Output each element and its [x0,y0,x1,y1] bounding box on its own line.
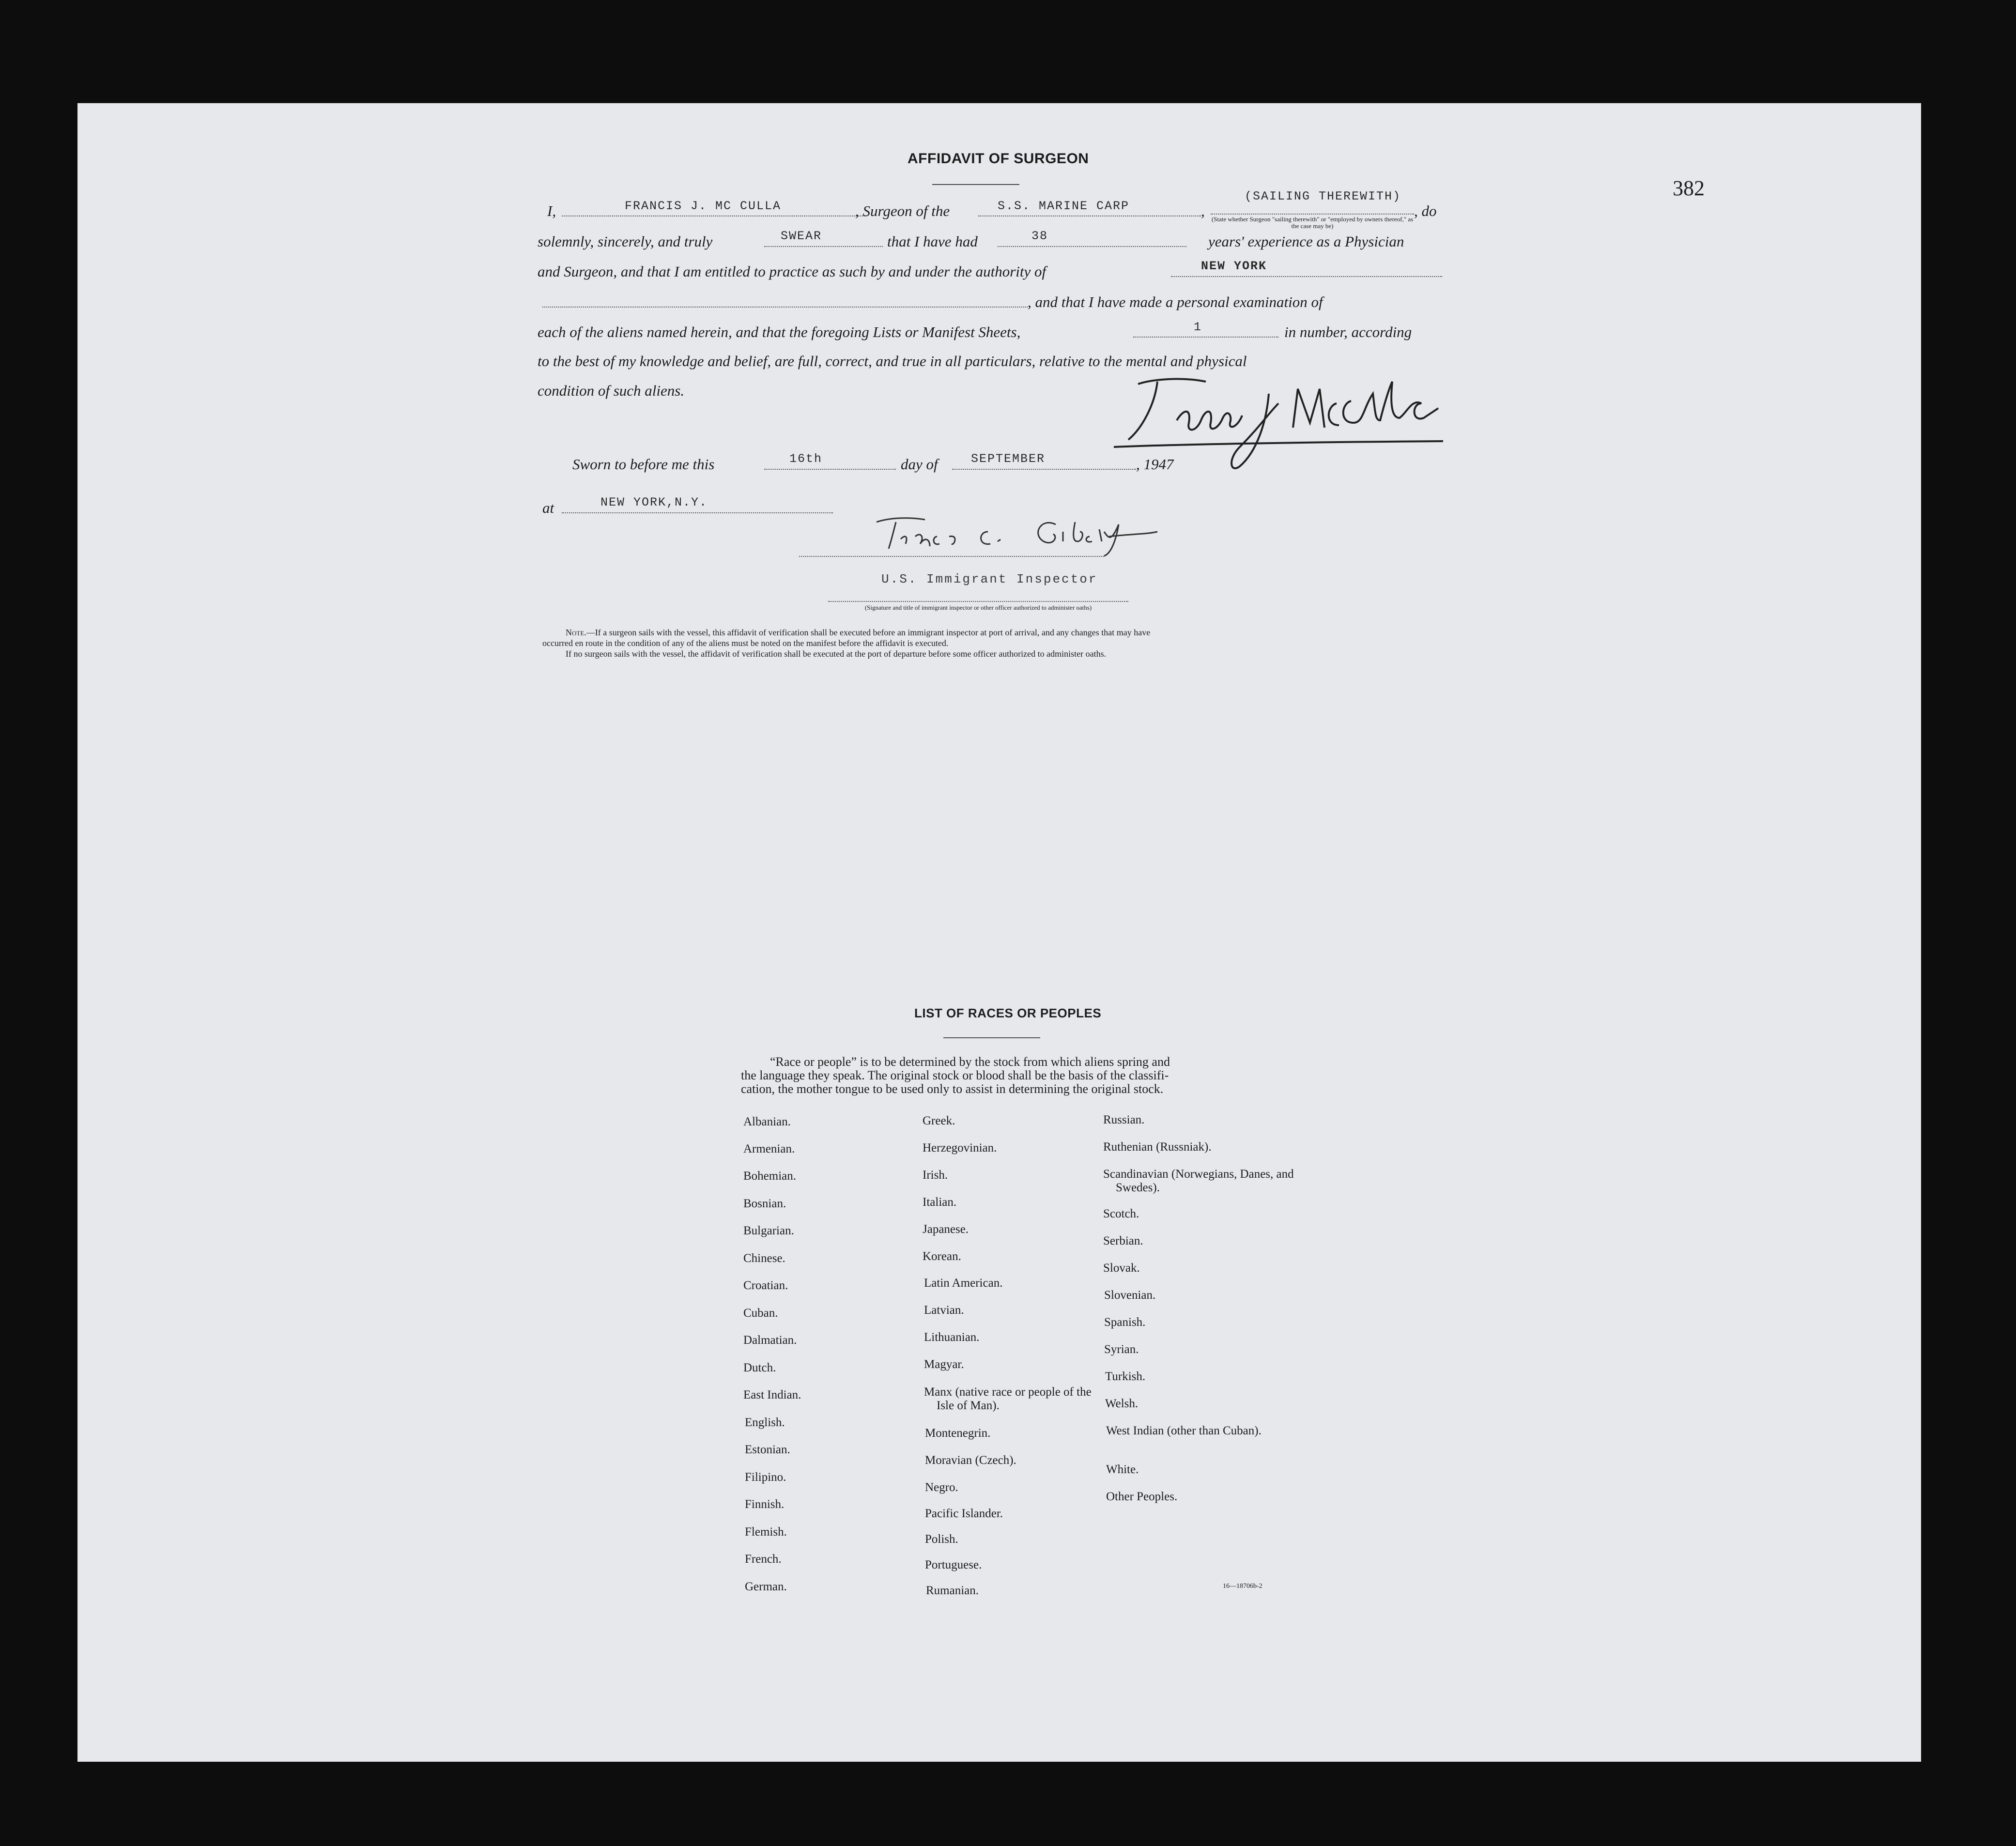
years-line [998,246,1186,247]
race-col2-2: Irish. [923,1169,948,1182]
had-label: that I have had [887,233,978,250]
note-label: Note. [566,628,586,637]
surgeon-name: FRANCIS J. MC CULLA [625,199,782,213]
note-line-3: If no surgeon sails with the vessel, the affidavit of verification shall be executed at the port of departure before some officer authorized to administer oaths. [566,649,1107,659]
document-page [77,103,1921,1762]
race-col2-10: Manx (native race or people of the Isle of Man). [924,1385,1092,1412]
day-line [764,469,896,470]
authority-line [1171,276,1442,277]
intro-line-2: the language they speak. The original stock or blood shall be the basis of the classifi- [741,1068,1169,1082]
race-col3-6: Slovenian. [1104,1289,1156,1302]
title-caption: (Signature and title of immigrant inspector or other officer authorized to administer oaths) [864,604,1092,611]
do-label: , do [1414,202,1437,219]
race-col1-17: German. [745,1580,787,1593]
years-value: 38 [1031,229,1048,243]
oath-value: SWEAR [781,229,822,243]
race-col2-1: Herzegovinian. [923,1141,997,1154]
note-line-1: —If a surgeon sails with the vessel, this affidavit of verification shall be executed before an immigrant inspector at port of arrival, and any changes that may have [586,628,1151,637]
at-label: at [542,499,554,516]
race-col2-14: Pacific Islander. [925,1507,1003,1520]
race-col1-15: Flemish. [745,1525,787,1538]
race-col3-1: Ruthenian (Russniak). [1103,1140,1212,1154]
examination-label: , and that I have made a personal examination of [1028,293,1323,310]
race-col2-12: Moravian (Czech). [925,1454,1016,1467]
condition-label: condition of such aliens. [538,382,685,399]
vessel-line [978,215,1201,216]
title-rule [932,184,1019,185]
signature-line [799,556,1104,557]
race-col1-2: Bohemian. [743,1169,797,1183]
race-col3-13: Other Peoples. [1106,1490,1178,1503]
race-col3-11: West Indian (other than Cuban). [1106,1424,1262,1437]
authority-value: NEW YORK [1201,259,1267,273]
race-col2-7: Latvian. [924,1304,964,1317]
sworn-label: Sworn to before me this [572,456,715,473]
intro-line-3: cation, the mother tongue to be used only to assist in determining the original stock. [741,1082,1164,1096]
affidavit-note [542,627,1453,659]
race-col1-6: Croatian. [743,1279,788,1292]
in-number-label: in number, according [1284,323,1412,340]
race-col2-3: Italian. [923,1196,957,1209]
race-col2-13: Negro. [925,1481,958,1494]
race-col1-16: French. [745,1553,782,1566]
inspector-signature [872,510,1182,563]
races-title-rule [943,1037,1040,1038]
race-col2-5: Korean. [923,1250,961,1263]
race-col1-12: Estonian. [745,1443,790,1456]
month-line [952,469,1136,470]
form-code: 16—18706b-2 [1223,1583,1262,1590]
race-col3-2: Scandinavian (Norwegians, Danes, and Swedes). [1103,1168,1294,1194]
intro-line-1: “Race or people” is to be determined by the stock from which aliens spring and [770,1055,1170,1069]
race-col2-6: Latin American. [924,1277,1003,1290]
note-line-2: occurred en route in the condition of any of the aliens must be noted on the manifest before the affidavit is executed. [542,638,949,648]
i-label: I, [547,202,556,219]
knowledge-label: to the best of my knowledge and belief, are full, correct, and true in all particulars, relative to the mental and physical [538,353,1247,369]
race-col1-10: East Indian. [743,1388,801,1401]
race-col2-17: Rumanian. [926,1584,979,1597]
month-value: SEPTEMBER [971,452,1046,466]
race-col2-15: Polish. [925,1533,958,1546]
race-col1-4: Bulgarian. [743,1224,794,1237]
status-note: (State whether Surgeon "sailing therewith" or "employed by owners thereof," as the case may be) [1211,215,1414,230]
year-value: , 1947 [1136,456,1174,473]
authority-line-2 [542,307,1028,308]
races-title: LIST OF RACES OR PEOPLES [914,1006,1102,1020]
race-col1-3: Bosnian. [743,1197,786,1210]
sheets-value: 1 [1194,320,1202,334]
solemnly-label: solemnly, sincerely, and truly [538,233,713,250]
race-col3-12: White. [1106,1463,1139,1476]
place-value: NEW YORK,N.Y. [600,495,708,509]
race-col3-7: Spanish. [1104,1316,1146,1329]
race-col3-9: Turkish. [1105,1370,1146,1383]
race-col2-0: Greek. [923,1114,955,1127]
authority-label: and Surgeon, and that I am entitled to practice as such by and under the authority of [538,263,1046,280]
title-line [828,601,1128,602]
affidavit-title: AFFIDAVIT OF SURGEON [908,151,1089,167]
race-col2-8: Lithuanian. [924,1331,980,1344]
name-line [562,215,867,216]
race-col1-1: Armenian. [743,1142,795,1155]
day-value: 16th [789,452,823,466]
race-col3-8: Syrian. [1104,1343,1139,1356]
day-of-label: day of [901,456,938,473]
place-line [562,512,833,513]
status-line [1211,214,1414,215]
race-col1-8: Dalmatian. [743,1334,797,1347]
race-col3-10: Welsh. [1105,1397,1139,1410]
experience-label: years' experience as a Physician [1208,233,1404,250]
race-col1-5: Chinese. [743,1252,785,1265]
vessel-name: S.S. MARINE CARP [998,199,1130,213]
page-number: 382 [1673,176,1705,200]
race-col2-4: Japanese. [923,1223,969,1236]
surgeon-of-label: , Surgeon of the [855,202,950,219]
races-intro [741,1055,1341,1096]
race-col3-5: Slovak. [1103,1261,1140,1275]
race-col1-9: Dutch. [743,1361,776,1374]
race-col3-4: Serbian. [1103,1234,1143,1247]
aliens-label: each of the aliens named herein, and that the foregoing Lists or Manifest Sheets, [538,323,1021,340]
race-col1-13: Filipino. [745,1471,786,1484]
race-col3-0: Russian. [1103,1113,1145,1126]
race-col1-0: Albanian. [743,1115,791,1128]
comma: , [1201,202,1205,219]
race-col1-14: Finnish. [745,1498,785,1511]
race-col2-9: Magyar. [924,1358,964,1371]
race-col2-11: Montenegrin. [925,1427,991,1440]
race-col2-16: Portuguese. [925,1558,982,1571]
sheets-line [1133,337,1278,338]
sailing-status: (SAILING THEREWITH) [1245,189,1401,203]
race-col1-11: English. [745,1416,785,1429]
inspector-title: U.S. Immigrant Inspector [881,572,1098,586]
race-col3-3: Scotch. [1103,1207,1139,1220]
race-col1-7: Cuban. [743,1307,778,1320]
oath-line [764,246,883,247]
